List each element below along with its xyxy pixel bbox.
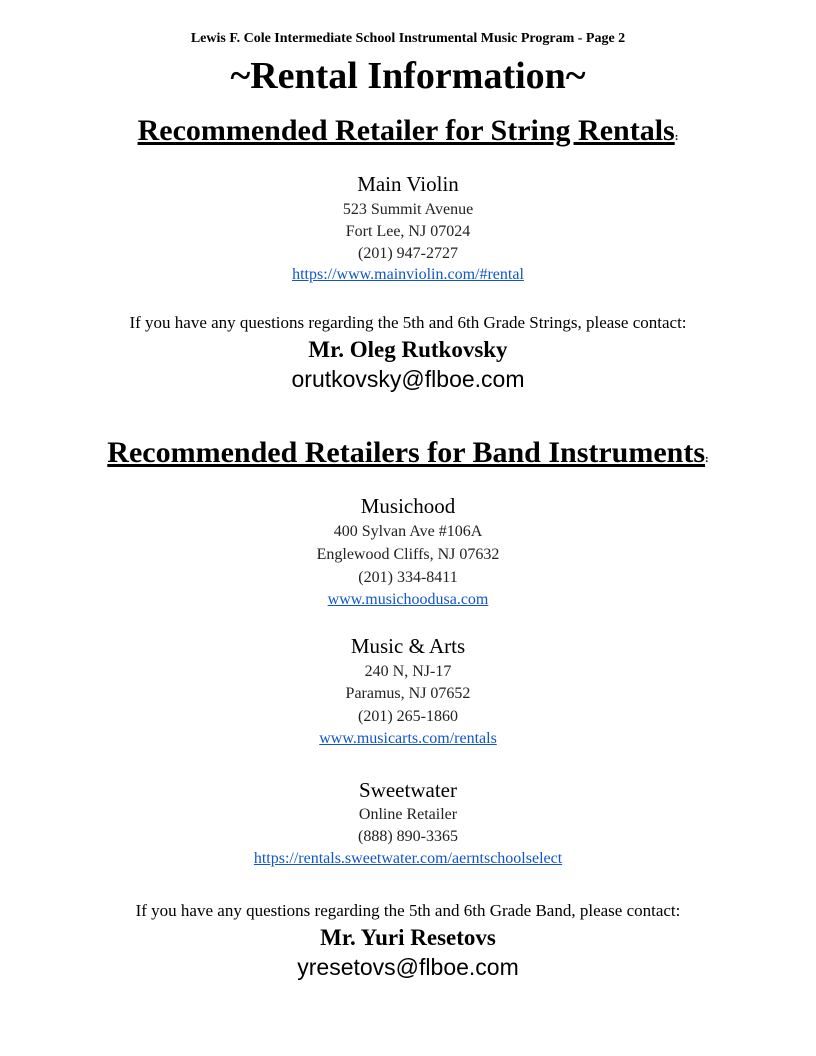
retailer-name-sweetwater: Sweetwater <box>359 778 457 802</box>
retailer-phone: (201) 265-1860 <box>358 708 458 725</box>
strings-contact-name: Mr. Oleg Rutkovsky <box>308 337 508 362</box>
retailer-link-musichood[interactable]: www.musichoodusa.com <box>327 591 489 608</box>
retailer-street: Online Retailer <box>358 806 458 823</box>
retailer-phone: (888) 890-3365 <box>358 828 458 845</box>
band-contact-name: Mr. Yuri Resetovs <box>320 925 496 950</box>
retailer-phone: (201) 334-8411 <box>358 569 458 586</box>
page-title: ~Rental Information~ <box>230 55 586 97</box>
strings-heading-text: Recommended Retailer for String Rentals <box>137 114 675 147</box>
band-heading-colon: : <box>705 453 709 465</box>
retailer-name-main-violin: Main Violin <box>357 172 459 196</box>
retailer-city: Englewood Cliffs, NJ 07632 <box>316 546 500 563</box>
retailer-name-musichood: Musichood <box>360 494 456 518</box>
strings-section-heading <box>0 116 816 146</box>
band-contact-email: yresetovs@flboe.com <box>297 954 519 980</box>
retailer-street: 240 N, NJ-17 <box>364 663 452 680</box>
page-header: Lewis F. Cole Intermediate School Instrumental Music Program - Page 2 <box>190 31 626 46</box>
retailer-link-music-arts[interactable]: www.musicarts.com/rentals <box>319 730 497 747</box>
strings-question-text: If you have any questions regarding the 5th and 6th Grade Strings, please contact: <box>129 313 687 332</box>
band-question-text: If you have any questions regarding the 5th and 6th Grade Band, please contact: <box>135 901 681 920</box>
retailer-city: Fort Lee, NJ 07024 <box>345 223 471 240</box>
retailer-street: 400 Sylvan Ave #106A <box>333 523 483 540</box>
retailer-phone: (201) 947-2727 <box>358 245 458 262</box>
retailer-link-main-violin[interactable]: https://www.mainviolin.com/#rental <box>292 266 524 283</box>
retailer-street: 523 Summit Avenue <box>342 201 474 218</box>
retailer-link-sweetwater[interactable]: https://rentals.sweetwater.com/aerntschoolselect <box>253 850 563 867</box>
band-heading-text: Recommended Retailers for Band Instruments <box>107 436 706 469</box>
band-section-heading <box>0 438 816 468</box>
strings-heading-colon: : <box>674 131 679 143</box>
retailer-name-music-arts: Music & Arts <box>350 634 466 658</box>
strings-contact-email: orutkovsky@flboe.com <box>291 366 525 392</box>
retailer-city: Paramus, NJ 07652 <box>345 685 471 702</box>
